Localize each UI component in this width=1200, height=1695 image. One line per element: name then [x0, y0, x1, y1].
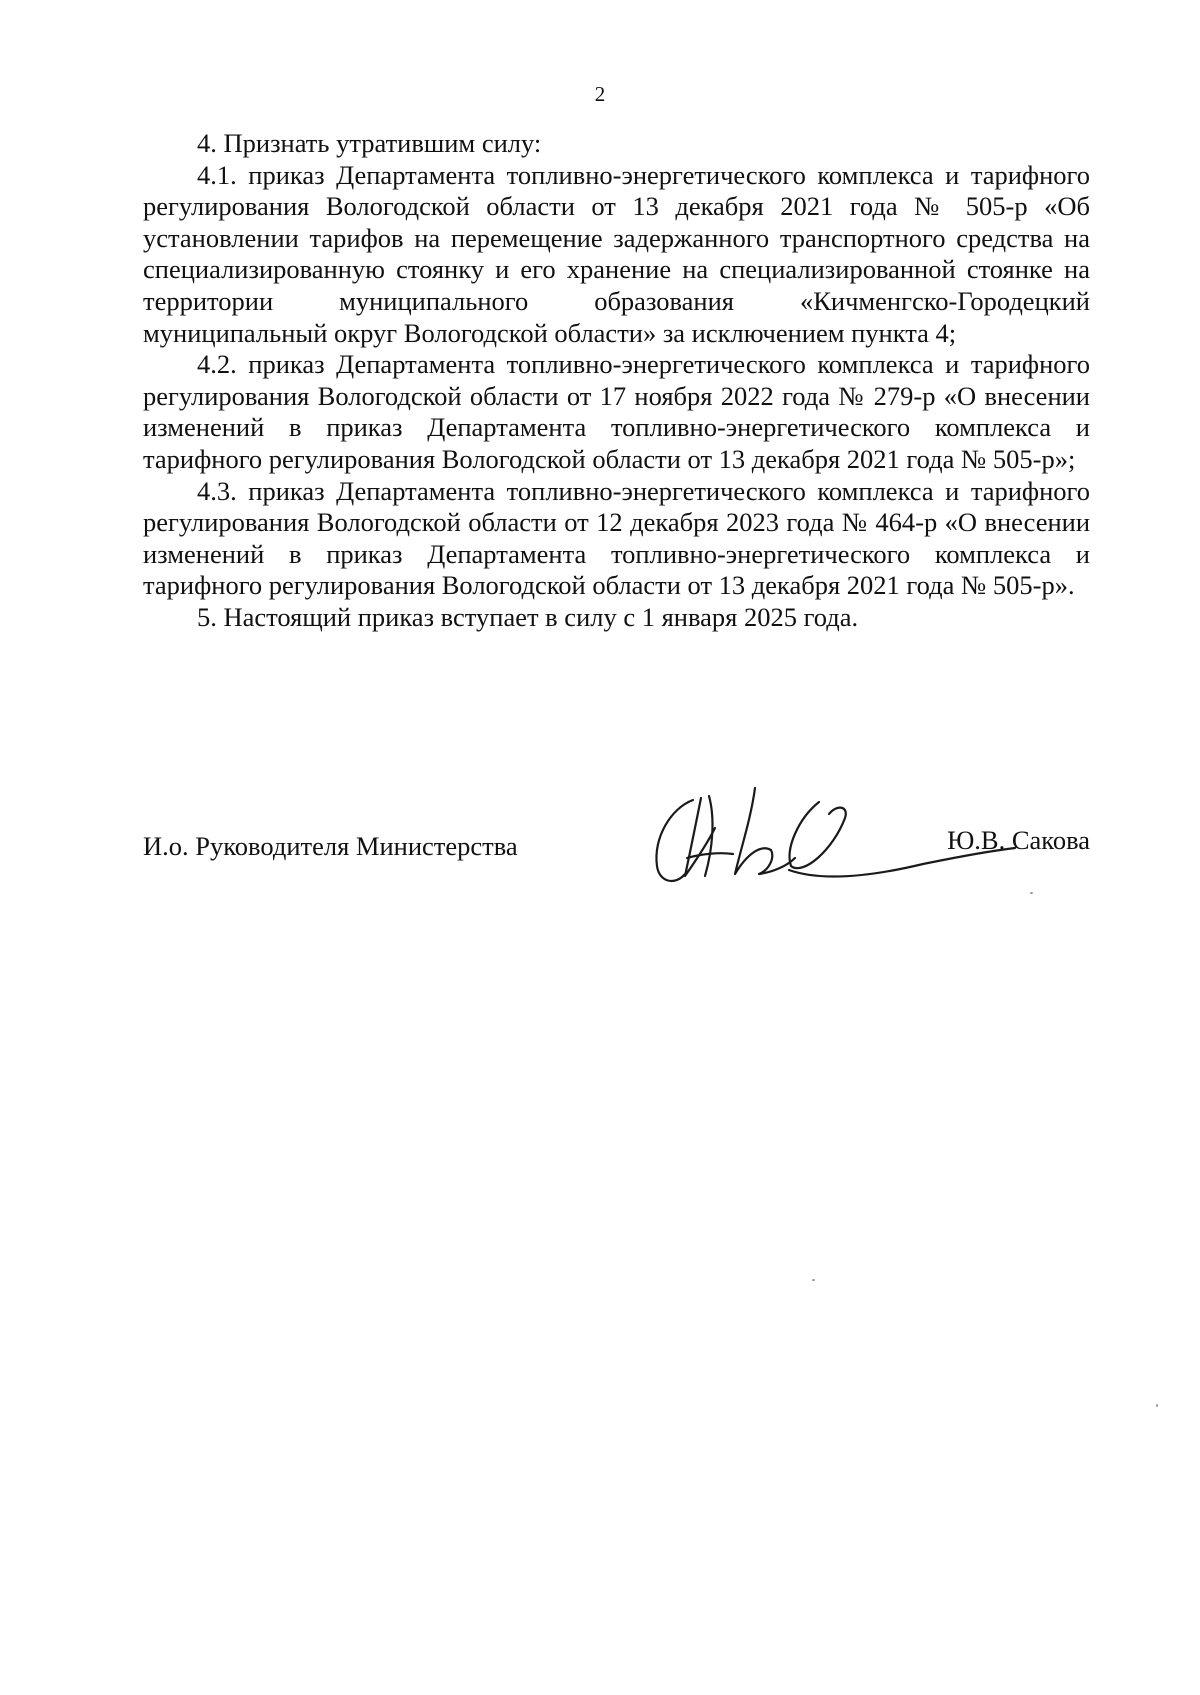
paragraph-4-2: 4.2. приказ Департамента топливно-энергетического комплекса и тарифного регулирования Вологодской области от 17 ноября 2022 года № 279-р «О внесении изменений в приказ Департамента топливно-энергетического комплекса и тарифного регулирования Вологодской области от 13 декабря 2021 года № 505-р»;	[143, 349, 1090, 474]
page-number: 2	[594, 82, 606, 106]
paragraph-5: 5. Настоящий приказ вступает в силу с 1 января 2025 года.	[197, 601, 859, 632]
scan-speck	[1030, 892, 1033, 894]
paragraph-4: 4. Признать утратившим силу:	[197, 128, 542, 158]
paragraph-4-3: 4.3. приказ Департамента топливно-энергетического комплекса и тарифного регулирования Вологодской области от 12 декабря 2023 года № 464-р «О внесении изменений в приказ Департамента топливно-энергетического комплекса и тарифного регулирования Вологодской области от 13 декабря 2021 года № 505-р».	[143, 475, 1090, 601]
signature-block	[143, 790, 1090, 910]
signatory-position: И.о. Руководителя Министерства	[143, 831, 518, 861]
document-body	[143, 128, 1090, 634]
paragraph-4-1: 4.1. приказ Департамента топливно-энергетического комплекса и тарифного регулирования Вологодской области от 13 декабря 2021 года № 505-р «Об установлении тарифов на перемещение задержанного транспортного средства на специализированную стоянку и его хранение на специализированной стоянке на территории муниципального образования «Кичменгско-Городецкий муниципальный округ Вологодской области» за исключением пункта 4;	[143, 159, 1090, 348]
scan-speck	[1156, 1404, 1158, 1407]
signatory-name: Ю.В. Сакова	[947, 825, 1090, 855]
scan-speck	[812, 1279, 815, 1281]
